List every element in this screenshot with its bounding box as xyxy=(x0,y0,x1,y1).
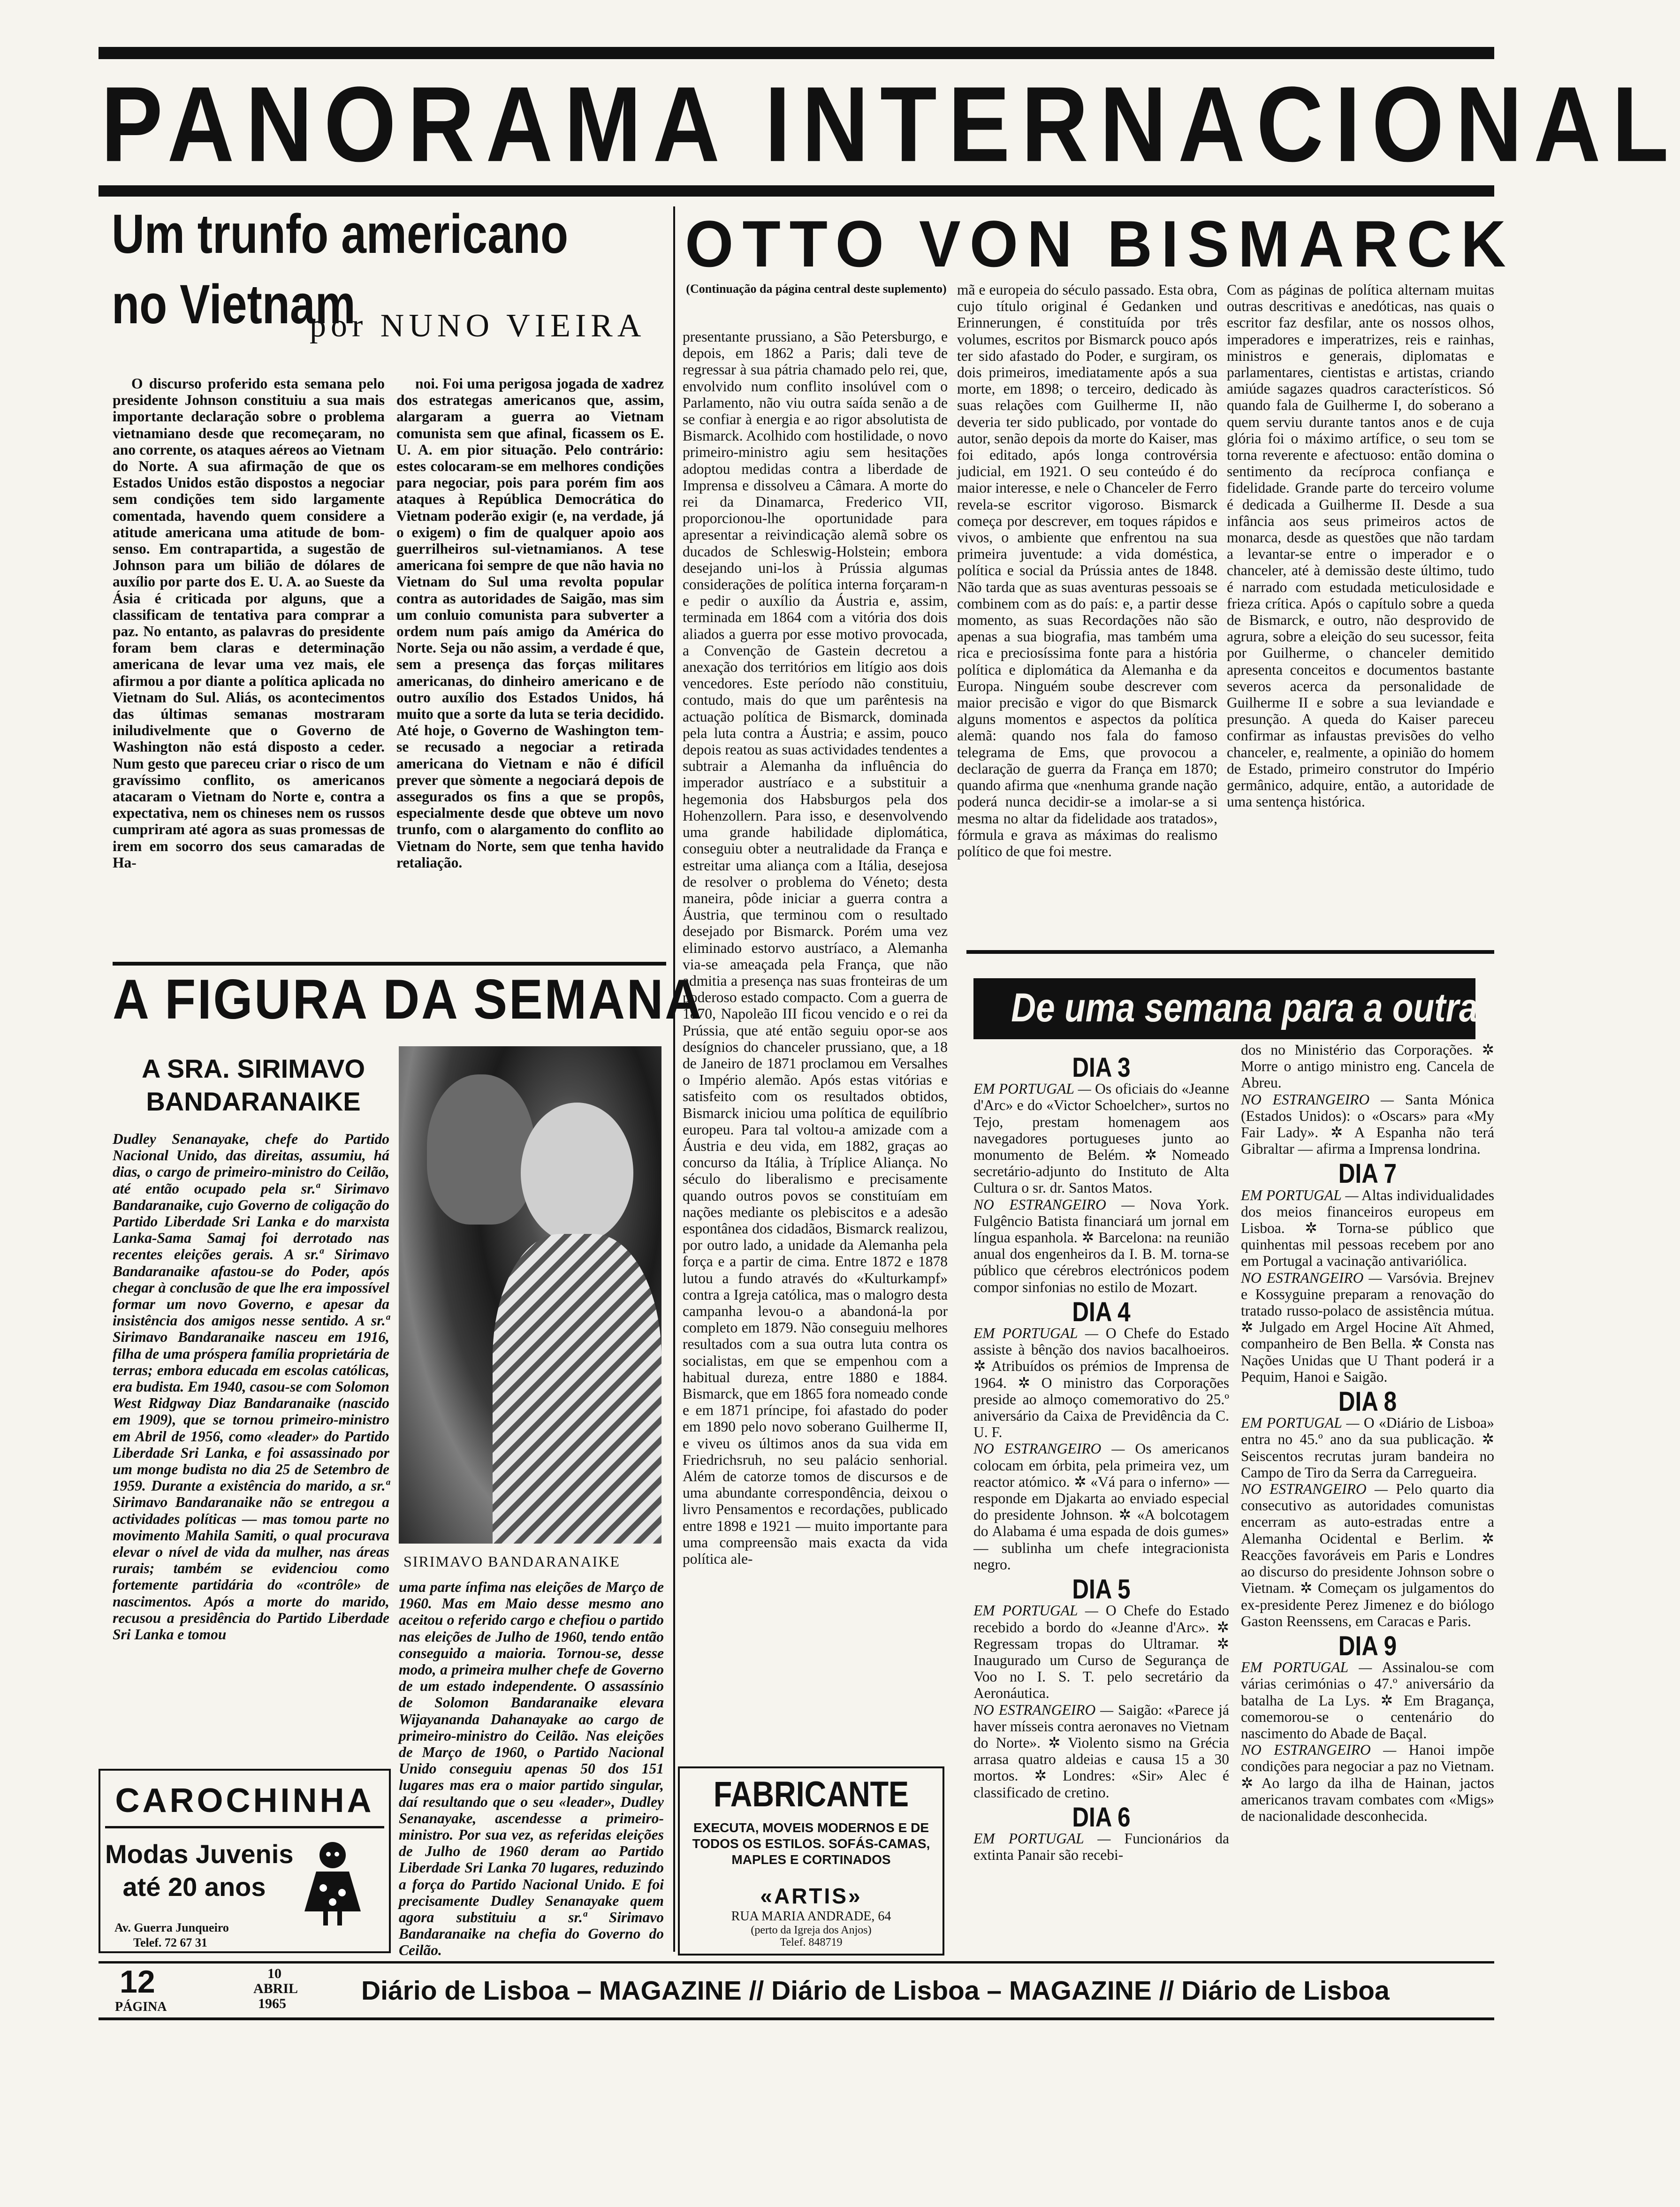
top-rule xyxy=(99,47,1494,59)
semana-entry-text: Santa Mónica (Estados Unidos): o «Oscars» para «My Fair Lady». ✲ A Espanha não terá Gibraltar — afirma a Imprensa londrina. xyxy=(1241,1091,1494,1157)
semana-entry xyxy=(1241,1187,1494,1270)
semana-entry-label: NO ESTRANGEIRO — xyxy=(1241,1269,1382,1286)
semana-entry-text: Pelo quarto dia consecutivo as autoridades comunistas encerram as auto-estradas entre a Alemanha Ocidental e Berlim. ✲ Reacções favoráveis em Paris e Londres ao discurso do presidente Johnson sobre o Vietnam. ✲ Começam os julgamentos do ex-presidente Perez Jimenez e do biólogo Gaston Reenssens, em Caracas e Paris. xyxy=(1241,1481,1494,1629)
semana-entry-label: NO ESTRANGEIRO — xyxy=(1241,1091,1394,1108)
carochinha-rule xyxy=(105,1826,384,1828)
footer-banner: Diário de Lisboa – MAGAZINE // Diário de Lisboa – MAGAZINE // Diário de Lisboa xyxy=(361,1976,1390,2006)
semana-entry-text: Funcionários da extinta Panair são recebi- xyxy=(973,1830,1230,1864)
semana-entry-label: EM PORTUGAL — xyxy=(973,1602,1098,1619)
semana-entry-label: NO ESTRANGEIRO — xyxy=(1241,1481,1388,1498)
semana-entry xyxy=(1241,1091,1494,1157)
fabricante-ref: (perto da Igreja dos Anjos) xyxy=(751,1924,872,1936)
semana-entry xyxy=(1241,1270,1494,1385)
semana-day-heading: DIA 6 xyxy=(1072,1802,1131,1833)
figura-col2-text: uma parte ínfima nas eleições de Março de 1960. Mas em Maio desse mesmo ano aceitou o referido cargo e chefiou o partido nas eleições de Julho de 1960, tendo então conseguido a maioria. Tornou-se, desse modo, a primeira mulher chefe de Governo de um estado independente. O assassínio de Solomon Bandaranaike elevara Wijayananda Dahanayake ao cargo de primeiro-ministro do Ceilão. Nas eleições de Março de 1960, o Partido Nacional Unido conseguiu apenas 50 dos 151 lugares mas era o maior partido singular, daí resultando que o seu «leader», Dudley Senanayake, ascendesse a primeiro-ministro. Por sua vez, as referidas eleições de Julho de 1960 deram ao Partido Liberdade Sri Lanka 70 lugares, reduzindo a força do Partido Nacional Unido. E foi precisamente Dudley Senanayake quem agora substituiu a sr.ª Sirimavo Bandaranaike na chefia do Governo do Ceilão. xyxy=(399,1579,664,1959)
figura-subtitle1: A SRA. SIRIMAVO xyxy=(141,1054,365,1083)
fabricante-ad xyxy=(678,1766,944,1956)
carochinha-brand: CAROCHINHA xyxy=(115,1782,374,1819)
footer-page-label: PÁGINA xyxy=(115,2000,167,2014)
carochinha-line1: Modas Juvenis xyxy=(105,1839,294,1869)
semana-day-heading: DIA 9 xyxy=(1338,1630,1397,1661)
article2-col1-text: presentante prussiano, a São Petersburgo, e depois, em 1862 a Paris; dali teve de regressar à sua pátria chamado pelo rei, que, envolvido num conflito insolúvel com o Parlamento, não viu outra saída senão a de se confiar à energia e ao rigor absolutista de Bismarck. Acolhido com hostilidade, o novo primeiro-ministro agiu sem hesitações adoptou medidas contra a liberdade de Imprensa e dissolveu a Câmara. A morte do rei da Dinamarca, Frederico VII, proporcionou-lhe oportunidade para apresentar a reivindicação alemã sobre os ducados de Schleswig-Holstein; embora desejando uni-los à Prússia algumas considerações de política interna forçaram-n e pedir o auxílio da Áustria e, assim, terminada em 1864 com a vitória dos dois aliados a guerra por esse motivo provocada, a Convenção de Gastein decretou a anexação dos territórios em litígio aos dois vencedores. Este período não constituiu, contudo, mais do que um parêntesis na actuação política de Bismarck, dominada pela luta contra a Áustria; e assim, pouco depois reatou as suas actividades tendentes a subtrair a Alemanha da influência do imperador austríaco e a substituir a hegemonia dos Habsburgos pela dos Hohenzollern. Para isso, e desenvolvendo uma grande habilidade diplomática, conseguiu obter a neutralidade da França e estreitar uma aliança com a Itália, desejosa de resolver o problema do Véneto; desta maneira, pôde iniciar a guerra contra a Áustria, que terminou com o resultado desejado por Bismarck. Porém uma vez eliminado estorvo austríaco, a Alemanha via-se ameaçada pela França, que não admitia a presença nas suas fronteiras de um poderoso estado compacto. Com a guerra de 1870, Napoleão III ficou vencido e o rei da Prússia, que até então seguiu opor-se aos desígnios do chanceler prussiano, que, a 18 de Janeiro de 1871 proclamou em Versalhes o Império alemão. Após estas vitórias e satisfeito com os resultados obtidos, Bismarck iniciou uma política de equilíbrio europeu. Para tal voltou-a amizade com a Áustria e deu vida, em 1882, graças ao concurso da Itália, à Tríplice Aliança. No século do liberalismo e precisamente quando outros povos se constituíam em nações mediante os plebiscitos e a adesão espontânea dos cidadãos, Bismarck realizou, por outro lado, a unidade da Alemanha pela força e a partir de cima. Entre 1872 e 1878 lutou a fundo através do «Kulturkampf» contra a Igreja católica, mas o malogro desta campanha levou-o a abandoná-la por completo em 1879. Não conseguiu melhores resultados com a sua outra luta contra os socialistas, em que se empenhou com a habitual dureza, entre 1880 e 1884. Bismarck, que em 1865 fora nomeado conde e em 1871 príncipe, foi afastado do poder em 1890 pelo novo soberano Guilherme II, e viveu os últimos anos da sua vida em Friedrichsruh, no seu palácio senhorial. Além de catorze tomos de discursos e de uma abundante correspondência, deixou o livro Pensamentos e recordações, publicado entre 1898 e 1921 — muito importante para uma compreensão mais exacta da vida política ale- xyxy=(683,328,948,1568)
semana-col1 xyxy=(973,1051,1229,1952)
semana-entry-text: Saigão: «Parece já haver mísseis contra aeronaves no Vietnam do Norte». ✲ Violento sismo na Grécia arrasa quatro aldeias e causa 15 a 30 mortos. ✲ Londres: «Sir» Alec é classificado de cretino. xyxy=(973,1701,1229,1801)
semana-entry-text: dos no Ministério das Corporações. ✲ Morre o antigo ministro eng. Cancela de Abreu. xyxy=(1241,1042,1494,1091)
semana-entry-text: O Chefe do Estado assiste à bênção dos navios bacalhoeiros. ✲ Atribuídos os prémios de Imprensa de 1964. ✲ O ministro das Corporações preside ao almoço comemorativo do 25.º aniversário da Caixa de Previdência da C. U. F. xyxy=(973,1325,1229,1441)
figura-col1 xyxy=(113,1131,389,1773)
footer-month: ABRIL xyxy=(253,1981,298,1996)
fabricante-address: RUA MARIA ANDRADE, 64 xyxy=(731,1909,891,1924)
semana-entry-label: EM PORTUGAL — xyxy=(973,1830,1111,1847)
semana-entry xyxy=(1241,1481,1494,1629)
article2-col2 xyxy=(957,282,1217,938)
semana-title: De uma semana para a outra xyxy=(1011,985,1478,1030)
footer-rule-bottom xyxy=(99,2017,1494,2020)
article1-col1 xyxy=(113,375,385,957)
vertical-divider-left xyxy=(673,206,675,1952)
semana-entry-label: EM PORTUGAL — xyxy=(1241,1659,1372,1676)
semana-entry xyxy=(1241,1415,1494,1481)
semana-entry-label: NO ESTRANGEIRO — xyxy=(973,1440,1125,1457)
semana-entry xyxy=(1241,1659,1494,1742)
fabricante-name: «ARTIS» xyxy=(760,1884,862,1908)
semana-entry xyxy=(973,1830,1229,1863)
semana-entry xyxy=(973,1325,1229,1440)
semana-entry-text: Os americanos colocam em órbita, pela primeira vez, um reactor atómico. ✲ «Vá para o inferno» — responde em Djakarta ao enviado especial do presidente Johnson. ✲ «A bolcotagem do Alabama é uma espada de dois gumes» — sublinha um chefe integracionista negro. xyxy=(973,1440,1229,1573)
semana-entry-label: EM PORTUGAL — xyxy=(1241,1187,1359,1203)
semana-top-rule xyxy=(966,950,1494,954)
semana-entry xyxy=(973,1702,1229,1801)
carochinha-address: Av. Guerra Junqueiro xyxy=(114,1921,229,1934)
carochinha-doll-icon xyxy=(297,1836,368,1930)
semana-col2 xyxy=(1241,1009,1494,1985)
semana-entry xyxy=(973,1196,1229,1295)
footer-year: 1965 xyxy=(258,1996,286,2011)
article2-continuation: (Continuação da página central deste suplemento) xyxy=(686,282,947,296)
carochinha-phone: Telef. 72 67 31 xyxy=(133,1936,207,1949)
semana-day-heading: DIA 3 xyxy=(1072,1052,1131,1083)
figura-title: A FIGURA DA SEMANA xyxy=(113,968,703,1031)
semana-entry-label: EM PORTUGAL — xyxy=(973,1081,1091,1097)
semana-entry-text: Nova York. Fulgêncio Batista financiará um jornal em língua espanhola. ✲ Barcelona: na reunião anual dos engenheiros da I. B. M. torna-se público que cérebros electrónicos podem compor sinfonias no estilo de Mozart. xyxy=(973,1196,1229,1295)
carochinha-ad xyxy=(99,1769,391,1953)
semana-entry-label: NO ESTRANGEIRO — xyxy=(1241,1742,1397,1758)
semana-entry xyxy=(1241,1742,1494,1824)
article1-byline: por NUNO VIEIRA xyxy=(310,308,646,344)
article2-title: OTTO VON BISMARCK xyxy=(685,207,1515,281)
semana-entry-text: Hanoi impõe condições para negociar a paz no Vietnam. ✲ Ao largo da ilha de Hainan, jactos americanos travam combates com «Migs» de nacionalidade desconhecida. xyxy=(1241,1742,1495,1824)
semana-entry-text: O Chefe do Estado recebido a bordo do «Jeanne d'Arc». ✲ Regressam tropas do Ultramar. ✲ Inaugurado um Curso de Segurança de Voo no I. S. T. pelo secretário da Aeronáutica. xyxy=(973,1602,1229,1702)
semana-entry-text: O «Diário de Lisboa» entra no 45.º ano da sua publicação. ✲ Seiscentos recrutas juram bandeira no Campo de Tiro da Serra da Carregueira. xyxy=(1241,1415,1494,1481)
article2-col3 xyxy=(1227,282,1494,938)
fabricante-phone: Telef. 848719 xyxy=(780,1936,843,1948)
figura-top-rule xyxy=(113,962,666,966)
photo-caption: SIRIMAVO BANDARANAIKE xyxy=(403,1553,620,1570)
semana-entry-label: NO ESTRANGEIRO — xyxy=(973,1701,1114,1718)
figura-col2 xyxy=(399,1579,664,1959)
masthead-title: PANORAMA INTERNACIONAL xyxy=(101,64,1680,184)
semana-entry-text: Assinalou-se com várias cerimónias o 47.º aniversário da batalha de La Lys. ✲ Em Bragança, comemorou-se o centenário do nascimento do Abade de Baçal. xyxy=(1241,1659,1494,1742)
semana-day-heading: DIA 8 xyxy=(1338,1386,1397,1417)
article1-col2-text: noi. Foi uma perigosa jogada de xadrez dos estrategas americanos que, assim, alargaram a guerra ao Vietnam comunista sem que afinal, ficassem os E. U. A. em pior situação. Pelo contrário: estes colocaram-se em melhores condições para negociar, pois para porém fim aos ataques à República Democrática do Vietnam poderão exigir (e, na verdade, já o exigem) o fim de qualquer apoio aos guerrilheiros sul-vietnamianos. A tese americana foi sempre de que não havia no Vietnam do Sul uma revolta popular contra as autoridades de Saigão, mas sim um conluio comunista para subverter a ordem num país amigo da América do Norte. Seja ou não assim, a verdade é que, sem a presença das forças militares americanas, do dinheiro americano e de outro auxílio dos Estados Unidos, há muito que a sorte da luta se teria decidido. Até hoje, o Governo de Washington tem-se recusado a negociar a retirada americana do Vietnam e não é difícil prever que sòmente a negociará depois de assegurados os fins a que se propôs, especialmente desde que obteve um novo trunfo, com o alargamento do conflito ao Vietnam do Norte, sem que tenha havido retaliação. xyxy=(396,375,664,871)
semana-entry-label: EM PORTUGAL — xyxy=(1241,1415,1360,1431)
masthead-bottom-rule xyxy=(99,185,1494,197)
carochinha-line2: até 20 anos xyxy=(122,1872,266,1902)
semana-entry-text: Altas individualidades dos meios financeiros europeus em Lisboa. ✲ Torna-se público que quinhentas mil pessoas recebem por ano em Portugal a vacinação antivariólica. xyxy=(1241,1187,1495,1270)
article1-col2 xyxy=(396,375,664,957)
semana-entry-label: EM PORTUGAL — xyxy=(973,1325,1098,1342)
article1-col1-text: O discurso proferido esta semana pelo presidente Johnson constituiu a sua mais importante declaração sobre o problema vietnamiano desde que recomeçaram, no ano corrente, os ataques aéreos ao Vietnam do Norte. A sua afirmação de que os Estados Unidos estão dispostos a negociar sem condições tem sido largamente comentada, havendo quem considere a atitude americana uma atitude de bom-senso. Em contrapartida, a sugestão de Johnson para um bilião de dólares de auxílio por parte dos E. U. A. ao Sueste da Ásia é criticada por alguns, que a classificam de tentativa para comprar a paz. No entanto, as palavras do presidente foram bem claras e determinação americana de levar uma vez mais, ele afirmou a por diante a política aplicada no Vietnam do Sul. Aliás, os acontecimentos das últimas semanas mostraram iniludivelmente que o Governo de Washington não está disposto a ceder. Num gesto que pareceu criar o risco de um gravíssimo conflito, os americanos atacaram o Vietnam do Norte e, contra a expectativa, nem os chineses nem os russos cumpriram até agora as suas promessas de irem em socorro dos seus camaradas de Ha- xyxy=(113,375,385,871)
semana-entry-label: NO ESTRANGEIRO — xyxy=(973,1196,1135,1213)
semana-entry-text: Varsóvia. Brejnev e Kossyguine preparam a renovação do tratado russo-polaco de assistência mútua. ✲ Julgado em Argel Hocine Aït Ahmed, companheiro de Ben Bella. ✲ Consta nas Nações Unidas que U Thant poderá ir a Pequim, Hanoi e Saigão. xyxy=(1241,1269,1494,1385)
semana-entry xyxy=(973,1602,1229,1701)
semana-day-heading: DIA 5 xyxy=(1072,1574,1131,1605)
semana-entry xyxy=(973,1081,1229,1196)
figura-subtitle2: BANDARANAIKE xyxy=(146,1087,361,1116)
semana-entry xyxy=(1241,1042,1494,1091)
semana-entry xyxy=(973,1440,1229,1573)
footer-page-number: 12 xyxy=(120,1964,155,2000)
fabricante-text: EXECUTA, MOVEIS MODERNOS E DE TODOS OS ESTILOS. SOFÁS-CAMAS, MAPLES E CORTINADOS xyxy=(692,1820,930,1867)
footer-rule-top xyxy=(99,1961,1494,1963)
semana-day-heading: DIA 4 xyxy=(1072,1296,1131,1327)
article2-col1 xyxy=(683,328,948,1928)
article2-col2-text: mã e europeia do século passado. Esta obra, cujo título original é Gedanken und Erinnerungen, é constituída por três volumes, escritos por Bismarck pouco após ter sido afastado do Poder, e surgiram, os dois primeiros, imediatamente após a sua morte, em 1898; o terceiro, dedicado às suas relações com Guilherme II, não deveria ter sido publicado, por vontade do autor, senão depois da morte do Kaiser, mas foi editado, após longa controvérsia judicial, em 1921. O seu conteúdo é do maior interesse, e nele o Chanceler de Ferro revela-se escritor vigoroso. Bismarck começa por descrever, em toques rápidos e vivos, o ambiente que enfrentou na sua primeira juventude: a vida doméstica, política e social da Prússia antes de 1848. Não tarda que as suas aventuras pessoais se combinem com as do país: e, a partir desse momento, as suas Recordações não são apenas a sua biografia, mas também uma rica e preciosíssima fonte para a história política e diplomática da Alemanha e da Europa. Ninguém soube descrever com maior precisão e vigor do que Bismarck alguns momentos e aspectos da política alemã: quando nos fala do famoso telegrama de Ems, que provocou a declaração de guerra da França em 1870; quando afirma que «nenhuma grande nação poderá nunca decidir-se a imolar-se a si mesma no altar da fidelidade aos tratados», fórmula e grava as máximas do realismo político de que foi mestre. xyxy=(957,282,1217,860)
semana-entry-text: Os oficiais do «Jeanne d'Arc» e do «Victor Schoelcher», surtos no Tejo, prestam homenagem aos navegadores portugueses junto ao monumento de Belém. ✲ Nomeado secretário-adjunto do Instituto de Alta Cultura o sr. dr. Santos Matos. xyxy=(973,1081,1230,1196)
figura-col1-text: Dudley Senanayake, chefe do Partido Nacional Unido, das direitas, assumiu, há dias, o cargo de primeiro-ministro do Ceilão, até então ocupado pela sr.ª Sirimavo Bandaranaike, cujo Governo de coligação do Partido Liberdade Sri Lanka e do marxista Lanka-Sama Samaj foi derrotado nas recentes eleições gerais. A sr.ª Sirimavo Bandaranaike afastou-se do Poder, após chegar à conclusão de que lhe era impossível formar um novo Governo, e apesar da insistência dos amigos nesse sentido. A sr.ª Sirimavo Bandaranaike nasceu em 1916, filha de uma próspera família proprietária de terras; embora educada em escolas católicas, era budista. Em 1940, casou-se com Solomon West Ridgway Diaz Bandaranaike (nascido em 1909), que se tornou primeiro-ministro em Abril de 1956, como «leader» do Partido Liberdade Sri Lanka, e foi assassinado por um monge budista no dia 25 de Setembro de 1959. Durante a existência do marido, a sr.ª Sirimavo Bandaranaike não se entregou a actividades políticas — mas tomou parte no movimento Mahila Samiti, o qual procurava elevar o nível de vida da mulher, nas áreas rurais; também se evidenciou como fortemente partidária do «contrôle» de nascimentos. Após a morte do marido, recusou a presidência do Partido Liberdade Sri Lanka e tomou xyxy=(113,1131,389,1643)
sirimavo-photo xyxy=(399,1046,661,1544)
article1-title-line1: Um trunfo americano xyxy=(112,203,569,265)
semana-day-heading: DIA 7 xyxy=(1338,1158,1397,1189)
footer-day: 10 xyxy=(267,1966,281,1981)
article1-title-line2: no Vietnam xyxy=(112,274,356,335)
article2-col3-text: Com as páginas de política alternam muitas outras descritivas e anedóticas, nas quais o escritor faz desfilar, ante os nossos olhos, imperadores e imperatrizes, reis e rainhas, ministros e generais, diplomatas e parlamentares, cientistas e artistas, criando amiúde sagazes quadros característicos. Só quando fala de Guilherme I, do soberano a quem serviu durante tantos anos e de cuja glória foi o máximo artífice, o seu tom se torna reverente e afectuoso: então domina o sentimento da recíproca confiança e fidelidade. Grande parte do terceiro volume é dedicada a Guilherme II. Desde a sua infância aos seus primeiros actos de monarca, desde as questões que não tardam a levantar-se entre o imperador e o chanceler, até à demissão deste último, tudo é narrado com estudada meticulosidade e frieza crítica. Após o capítulo sobre a queda de Bismarck, e outro, não desprovido de agrura, sobre a eleição do seu sucessor, feita por Guilherme, o chanceler demitido apresenta conceitos e documentos bastante severos acerca da personalidade de Guilherme II e sobre a sua leviandade e presunção. A queda do Kaiser pareceu confirmar as infaustas previsões do velho chanceler, e, realmente, a opinião do homem de Estado, primeiro construtor do Império germânico, adquire, então, a autoridade de uma sentença histórica. xyxy=(1227,282,1494,810)
fabricante-brand: FABRICANTE xyxy=(713,1774,909,1814)
